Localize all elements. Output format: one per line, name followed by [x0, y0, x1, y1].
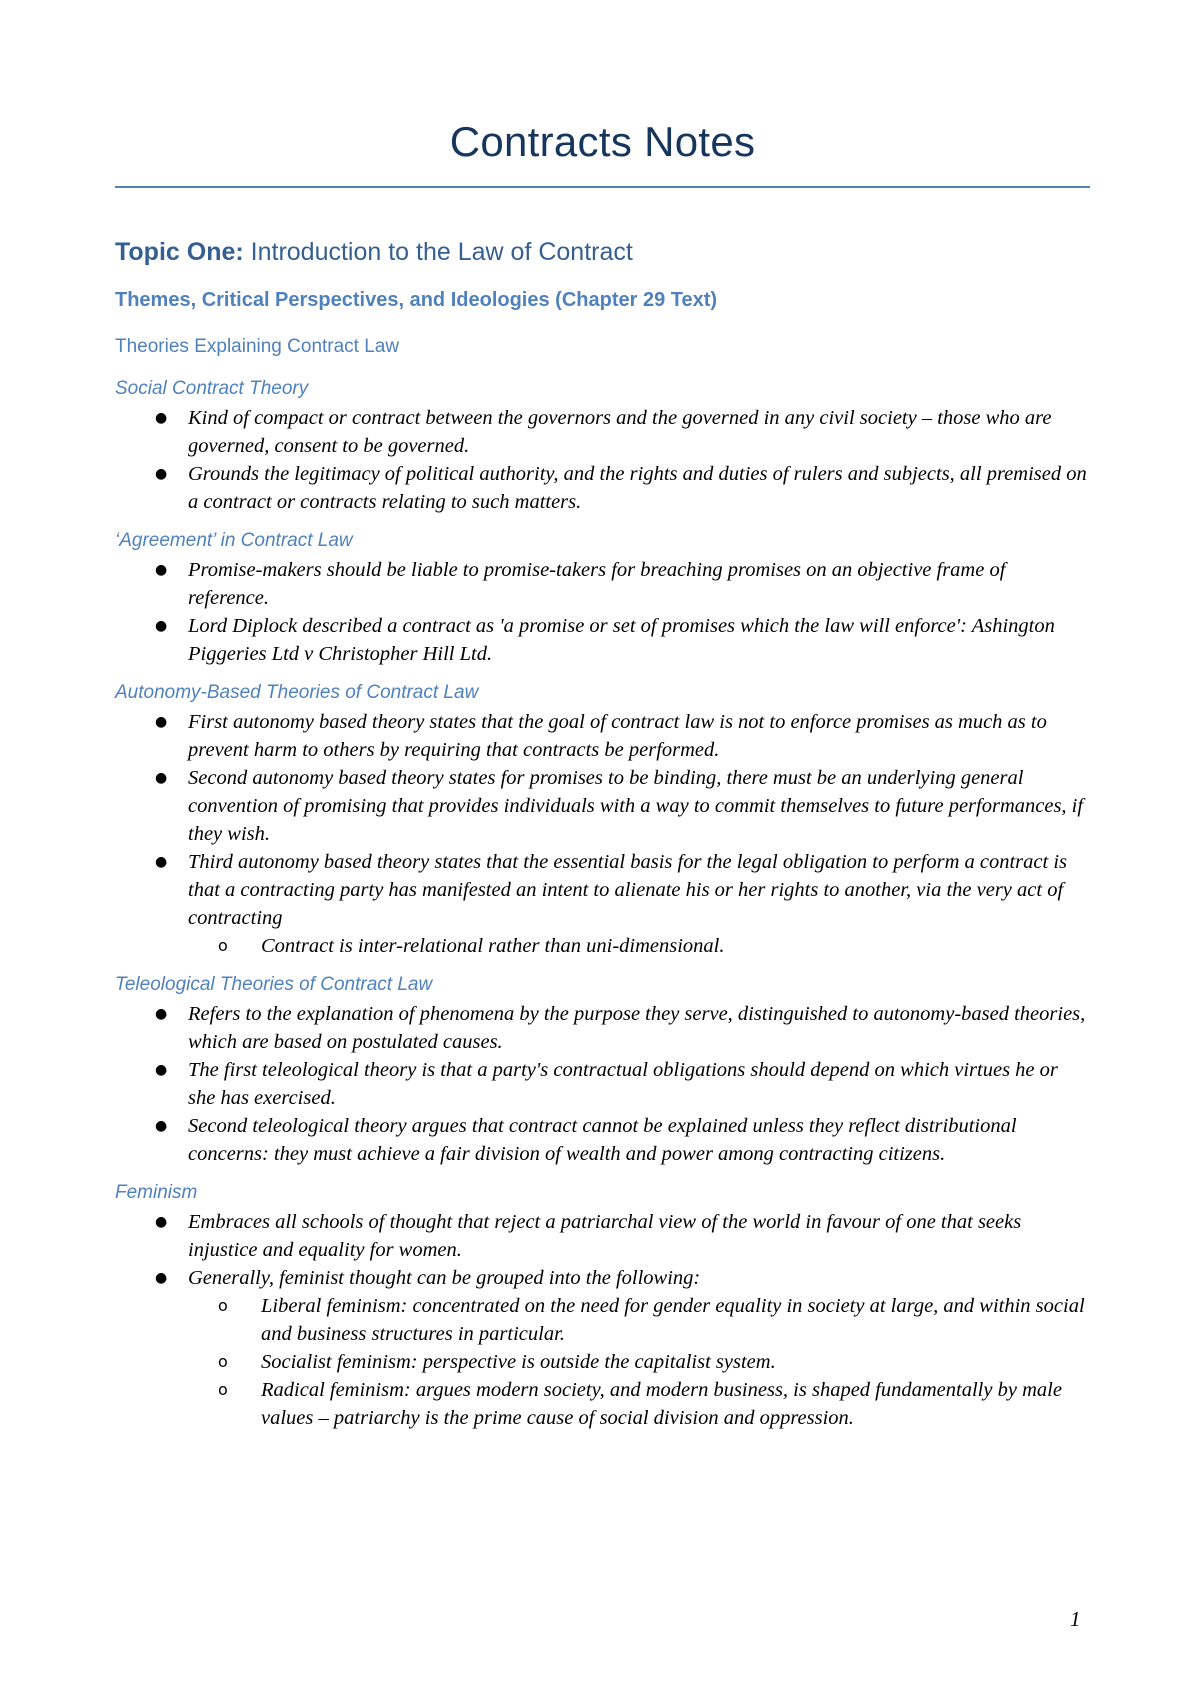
list-item-text: Promise-makers should be liable to promise-takers for breaching promises on an objective frame of reference.	[188, 559, 1006, 609]
hollow-bullet-icon: o	[218, 1296, 228, 1315]
bullet-icon: ●	[155, 714, 168, 730]
sub-list-item	[188, 1292, 1090, 1348]
page-number: 1	[1070, 1607, 1081, 1631]
list-item-text: Kind of compact or contract between the governors and the governed in any civil society – those who are governed, consent to be governed.	[188, 407, 1052, 457]
list-item	[115, 556, 1090, 612]
bullet-icon: ●	[155, 618, 168, 634]
sub-list-item	[188, 1348, 1090, 1376]
teleological-theories-heading: Teleological Theories of Contract Law	[115, 974, 433, 995]
list-item	[115, 1208, 1090, 1264]
list-item-text: First autonomy based theory states that the goal of contract law is not to enforce promises as much as to prevent harm to others by requiring that contracts be performed.	[188, 711, 1047, 761]
sub-list	[188, 932, 1090, 960]
feminism-heading: Feminism	[115, 1182, 198, 1203]
list-item	[115, 460, 1090, 516]
list-item-text: Second autonomy based theory states for promises to be binding, there must be an underlying general convention of promising that provides individuals with a way to commit themselves to future performances, if they wish.	[188, 767, 1084, 845]
bullet-icon: ●	[155, 854, 168, 870]
sub-list-item-text: Radical feminism: argues modern society, and modern business, is shaped fundamentally by male values – patriarchy is the prime cause of social division and oppression.	[261, 1379, 1062, 1429]
topic-heading-title: Introduction to the Law of Contract	[243, 238, 633, 266]
hollow-bullet-icon: o	[218, 936, 228, 955]
bullet-icon: ●	[155, 562, 168, 578]
social-contract-theory-list	[115, 404, 1090, 516]
sub-list	[188, 1292, 1090, 1432]
teleological-theories-list	[115, 1000, 1090, 1168]
list-item-text: The first teleological theory is that a party's contractual obligations should depend on which virtues he or she has exercised.	[188, 1059, 1058, 1109]
list-item-text: Embraces all schools of thought that reject a patriarchal view of the world in favour of one that seeks injustice and equality for women.	[188, 1211, 1022, 1261]
bullet-icon: ●	[155, 1062, 168, 1078]
agreement-list	[115, 556, 1090, 668]
list-item	[115, 764, 1090, 848]
chapter-subheading: Themes, Critical Perspectives, and Ideologies (Chapter 29 Text)	[115, 289, 718, 311]
autonomy-theories-heading: Autonomy-Based Theories of Contract Law	[115, 682, 479, 703]
list-item	[115, 612, 1090, 668]
bullet-icon: ●	[155, 466, 168, 482]
sub-list-item-text: Liberal feminism: concentrated on the need for gender equality in society at large, and within social and business structures in particular.	[261, 1295, 1085, 1345]
list-item	[115, 1056, 1090, 1112]
bullet-icon: ●	[155, 410, 168, 426]
list-item	[115, 1112, 1090, 1168]
list-item	[115, 404, 1090, 460]
hollow-bullet-icon: o	[218, 1380, 228, 1399]
topic-heading	[115, 238, 1090, 267]
list-item	[115, 708, 1090, 764]
list-item	[115, 848, 1090, 960]
sub-list-item	[188, 1376, 1090, 1432]
title-underline	[115, 186, 1090, 188]
agreement-heading: ‘Agreement’ in Contract Law	[115, 530, 353, 551]
list-item-text: Grounds the legitimacy of political authority, and the rights and duties of rulers and subjects, all premised on a contract or contracts relating to such matters.	[188, 463, 1087, 513]
bullet-icon: ●	[155, 770, 168, 786]
hollow-bullet-icon: o	[218, 1352, 228, 1371]
bullet-icon: ●	[155, 1270, 168, 1286]
list-item-text: Generally, feminist thought can be grouped into the following:	[188, 1267, 701, 1289]
document-title: Contracts Notes	[449, 118, 756, 165]
bullet-icon: ●	[155, 1214, 168, 1230]
bullet-icon: ●	[155, 1118, 168, 1134]
section-heading: Theories Explaining Contract Law	[115, 336, 400, 357]
list-item-text: Second teleological theory argues that contract cannot be explained unless they reflect distributional concerns: they must achieve a fair division of wealth and power among contracting citizens.	[188, 1115, 1017, 1165]
document-body	[115, 238, 1090, 1446]
social-contract-theory-heading: Social Contract Theory	[115, 378, 309, 399]
list-item	[115, 1264, 1090, 1432]
list-item-text: Refers to the explanation of phenomena by the purpose they serve, distinguished to autonomy-based theories, which are based on postulated causes.	[188, 1003, 1086, 1053]
topic-heading-number: Topic One:	[115, 238, 244, 266]
autonomy-theories-list	[115, 708, 1090, 960]
sub-list-item-text: Contract is inter-relational rather than uni-dimensional.	[261, 935, 725, 957]
feminism-list	[115, 1208, 1090, 1432]
list-item-text: Lord Diplock described a contract as 'a promise or set of promises which the law will enforce': Ashington Piggeries Ltd v Christopher Hill Ltd.	[188, 615, 1055, 665]
bullet-icon: ●	[155, 1006, 168, 1022]
list-item-text: Third autonomy based theory states that the essential basis for the legal obligation to perform a contract is that a contracting party has manifested an intent to alienate his or her rights to another, via the very act of contracting	[188, 851, 1067, 929]
list-item	[115, 1000, 1090, 1056]
sub-list-item	[188, 932, 1090, 960]
sub-list-item-text: Socialist feminism: perspective is outside the capitalist system.	[261, 1351, 776, 1373]
